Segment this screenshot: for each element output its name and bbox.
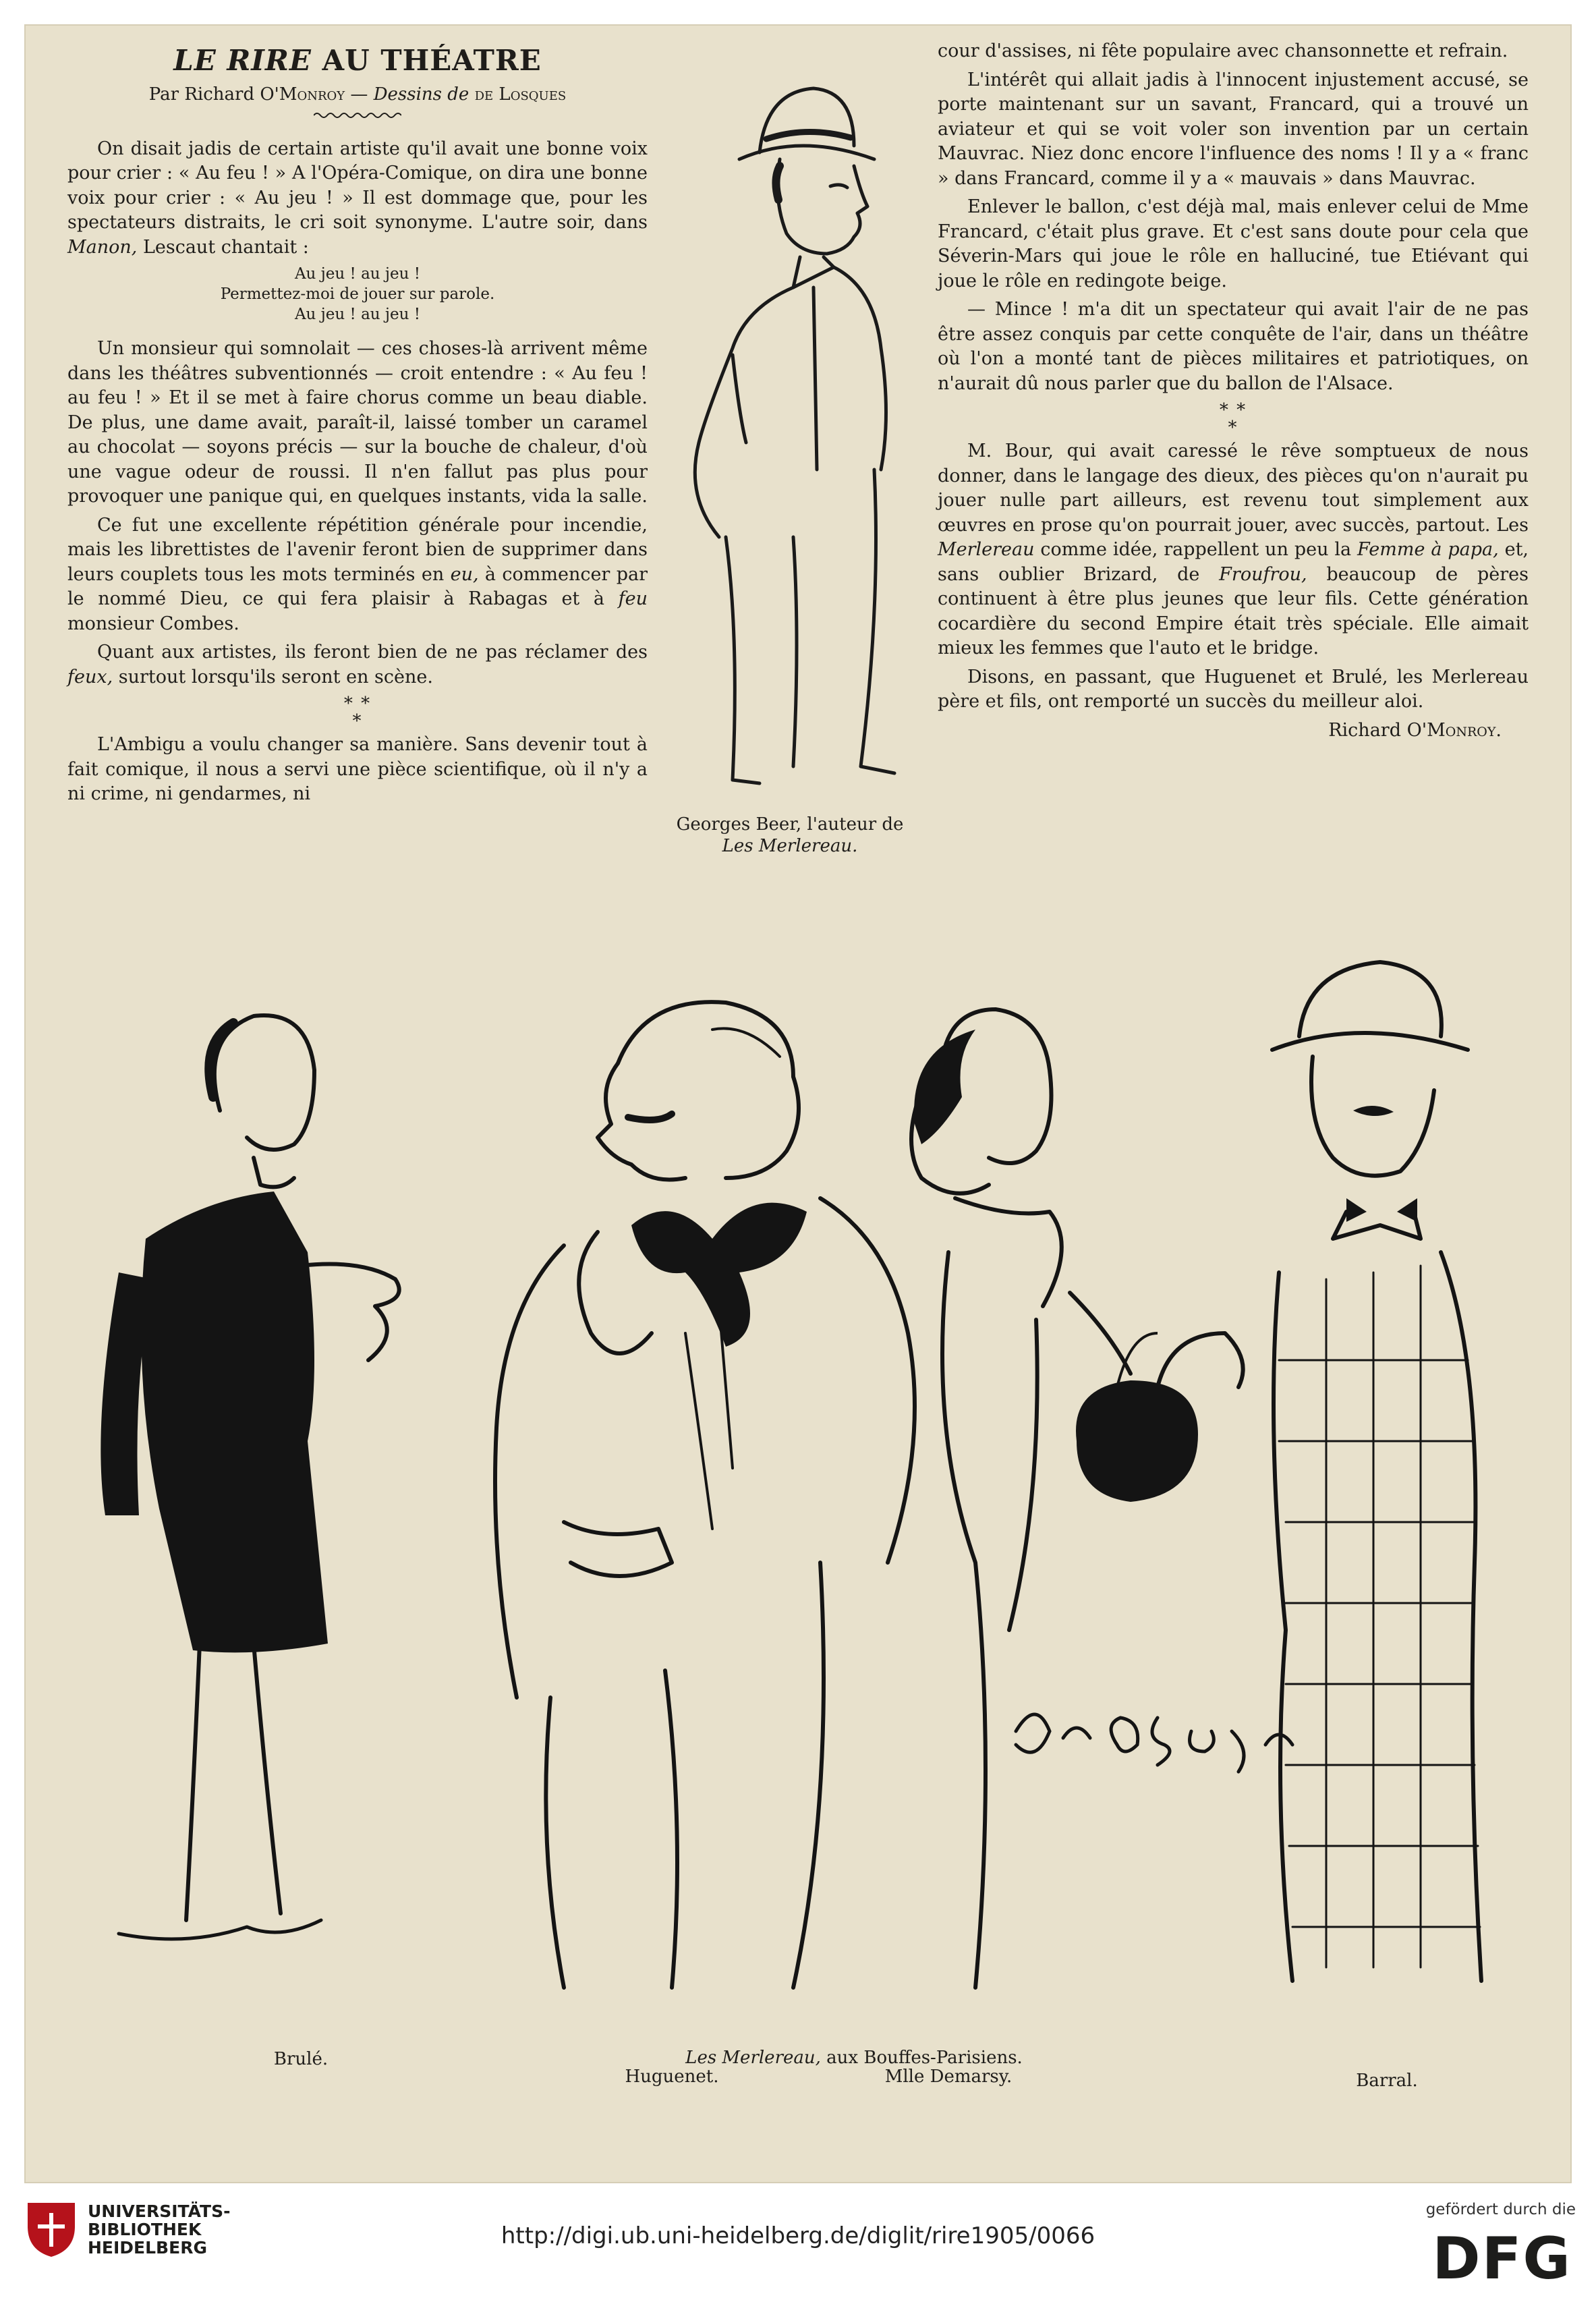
paragraph: — Mince ! m'a dit un spectateur qui avait l'air de ne pas être assez conquis par cette conquête de l'air, dans un théâtre où l'on a monté tant de pièces militaires et patriotiques, on n'aurait dû nous parler que du ballon de l'Alsace. [938,299,1529,394]
paragraph: Ce fut une excellente répétition générale pour incendie, mais les librettistes de l'avenir feront bien de supprimer dans leurs couplets tous les mots terminés en eu, à commencer par le nommé Dieu, ce qui fera plaisir à Rabagas et à feu monsieur Combes. [67,514,648,634]
paragraph: Disons, en passant, que Huguenet et Brulé, les Merlereau père et fils, ont remporté un succès du meilleur aloi. [938,666,1529,712]
caption-barral: Barral. [1356,2071,1418,2091]
wavy-divider [314,111,401,119]
article-signature: Richard O'Monroy. [1328,719,1502,741]
dfg-logo: DFG [1432,2225,1572,2293]
artist-signature-mark [1016,1714,1292,1772]
source-url[interactable]: http://digi.ub.uni-heidelberg.de/diglit/rire1905/0066 [501,2222,1095,2249]
caption-huguenet: Huguenet. [625,2067,719,2087]
caption-les-merlereau: Les Merlereau, aux Bouffes-Parisiens. [685,2048,1023,2068]
paragraph: L'intérêt qui allait jadis à l'innocent injustement accusé, se porte maintenant sur un savant, Francard, qui a trouvé un aviateur et qui se voit voler son invention par un certain Mauvrac. Niez donc encore l'influence des noms ! Il y a « franc » dans Francard, comme il y a « mauvais » dans Mauvrac. [938,69,1529,189]
funding-note: gefördert durch die [1425,2201,1576,2218]
illustration-georges-beer [658,65,921,827]
caption-brule: Brulé. [273,2049,329,2069]
left-column [67,43,648,811]
paragraph: L'Ambigu a voulu changer sa manière. Sans devenir tout à fait comique, il nous a servi une pièce scientifique, où il n'y a ni crime, ni gendarmes, ni [67,734,648,804]
right-column [938,39,1529,743]
paragraph: Enlever le ballon, c'est déjà mal, mais enlever celui de Mme Francard, c'était plus grave. Et c'est sans doute pour cela que Séverin-Mars qui joue le rôle en halluciné, tue Etiévant qui joue le rôle en redingote beige. [938,196,1529,291]
paragraph: M. Bour, qui avait caressé le rêve somptueux de nous donner, dans le langage des dieux, des pièces qu'on n'aurait pu jouer nulle part ailleurs, est revenu tout simplement aux œuvres en prose qu'on pourrait jouer, avec succès, partout. Les Merlereau comme idée, rappellent un peu la Femme à papa, et, sans oublier Brizard, de Froufrou, beaucoup de pères continuent à être plus jeunes que leur fils. Cette génération cocardière du second Empire était très spéciale. Elle aimait mieux les femmes que l'auto et le bridge. [938,441,1529,658]
article-byline: Par Richard O'Monroy — Dessins de de Losques [148,84,567,105]
page-scan [24,24,1572,2183]
paragraph: cour d'assises, ni fête populaire avec chansonnette et refrain. [938,40,1508,61]
caption-demarsy: Mlle Demarsy. [884,2067,1013,2087]
paragraph: Un monsieur qui somnolait — ces choses-là arrivent même dans les théâtres subventionnés — croit entendre : « Au feu ! au feu ! » Et il se met à faire chorus comme un beau diable. De plus, une dame avait, paraît-il, laissé tomber un caramel au chocolat — soyons précis — sur la bouche de chaleur, d'où une vague odeur de roussi. Il n'en fallut pas plus pour provoquer une panique qui, en quelques instants, vida la salle. [67,338,648,507]
top-figure-caption: Georges Beer, l'auteur de Les Merlereau. [676,814,904,856]
illustration-les-merlereau [78,955,1535,2035]
library-name: UNIVERSITÄTS- BIBLIOTHEK HEIDELBERG [88,2201,231,2257]
paragraph: On disait jadis de certain artiste qu'il avait une bonne voix pour crier : « Au feu ! » A l'Opéra-Comique, on dira une bonne voix pour crier : « Au jeu ! » Il est dommage que, pour les spectateurs distraits, le cri soit synonyme. L'autre soir, dans Manon, Lescaut chantait : [67,138,648,258]
digitization-footer [0,2183,1596,2300]
paragraph: Quant aux artistes, ils feront bien de ne pas réclamer des feux, surtout lorsqu'ils seront en scène. [67,642,648,688]
section-stars: * * * [1219,400,1247,438]
verse: Au jeu ! au jeu ! Permettez-moi de jouer sur parole. Au jeu ! au jeu ! [220,265,495,323]
article-title: LE RIRE AU THÉATRE [173,44,542,77]
section-stars: * * * [343,694,372,731]
